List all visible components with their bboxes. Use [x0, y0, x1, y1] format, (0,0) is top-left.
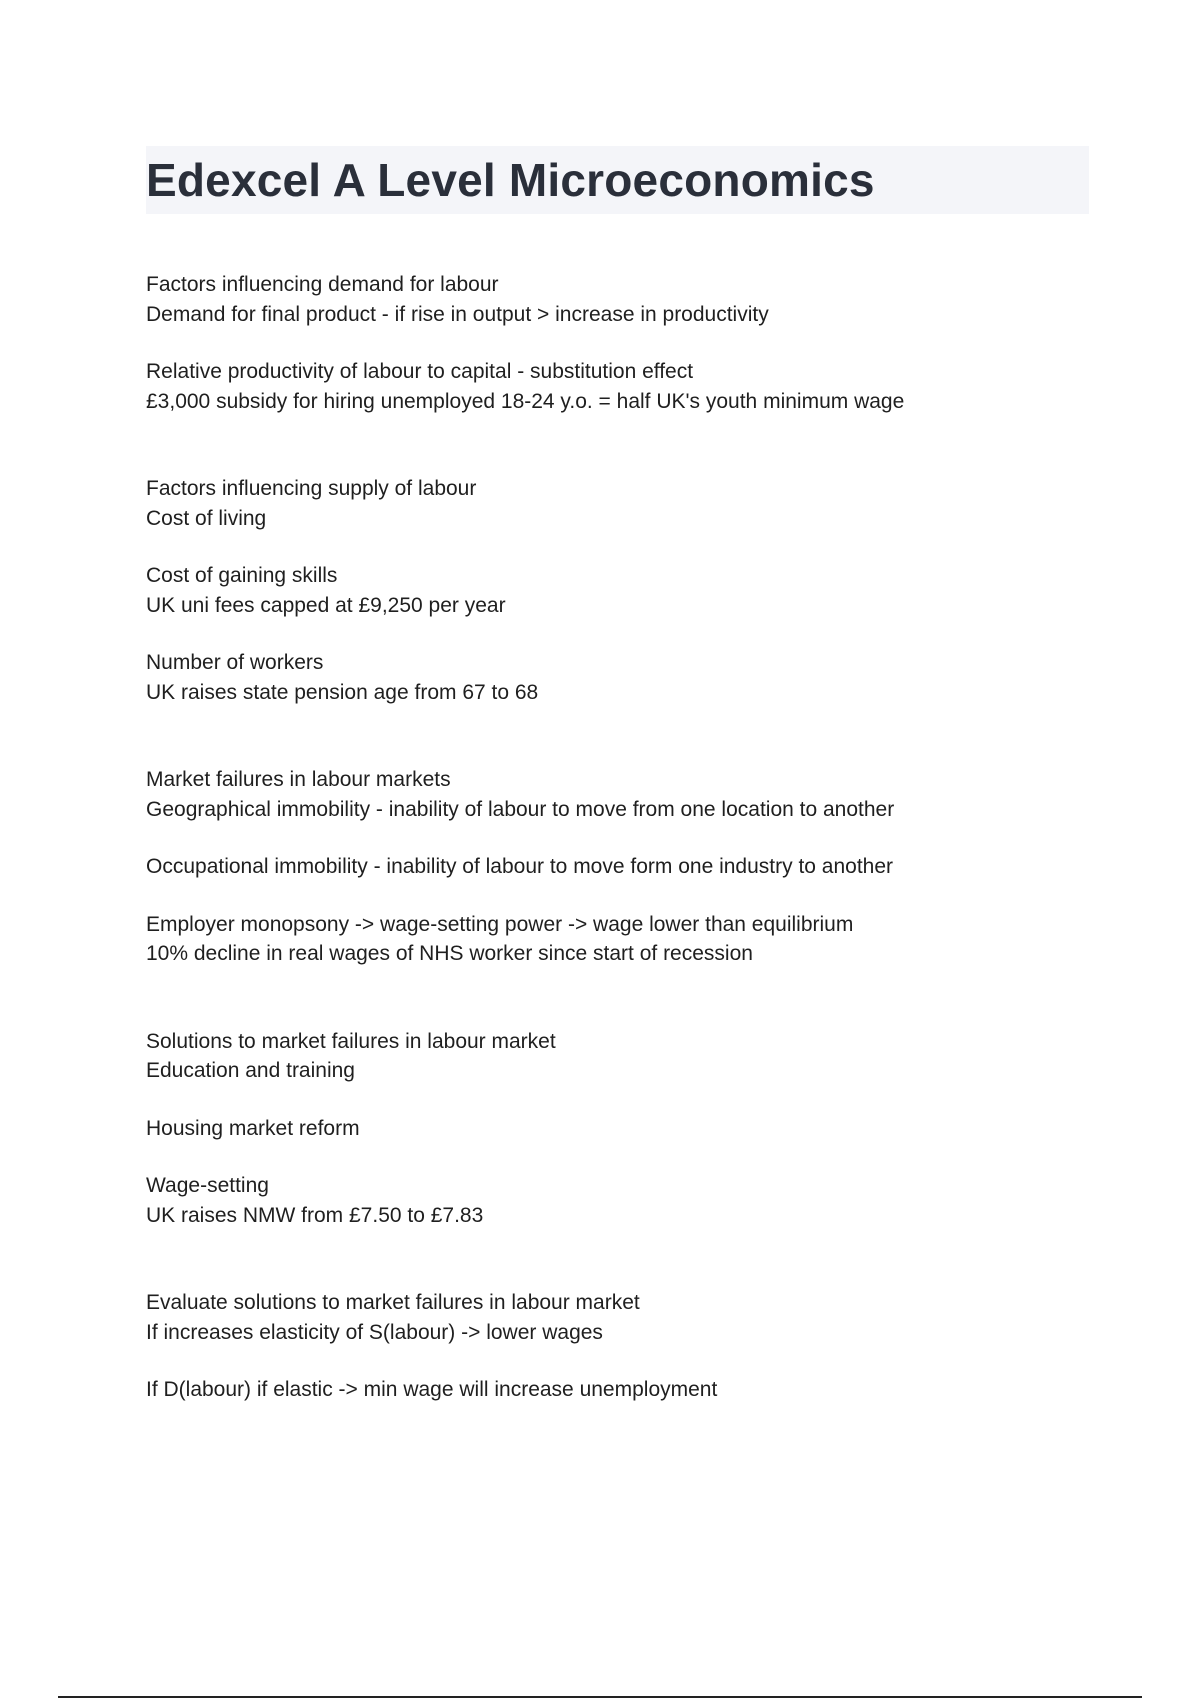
section-heading: Solutions to market failures in labour market [146, 1029, 556, 1053]
note-line: Number of workers [146, 651, 324, 674]
note-line: Demand for final product - if rise in output > increase in productivity [146, 302, 769, 326]
section-evaluate-solutions [146, 1288, 1106, 1405]
note-line: UK raises NMW from £7.50 to £7.83 [146, 1203, 484, 1227]
document-body [146, 270, 1106, 1405]
note-line: 10% decline in real wages of NHS worker since start of recession [146, 942, 753, 965]
section-heading: Factors influencing demand for labour [146, 273, 499, 296]
note-line: Education and training [146, 1059, 355, 1082]
note-line: Relative productivity of labour to capital - substitution effect [146, 360, 694, 383]
section-group [146, 357, 1106, 416]
section-group [146, 1171, 1106, 1230]
section-heading: Evaluate solutions to market failures in labour market [146, 1291, 640, 1314]
note-line: £3,000 subsidy for hiring unemployed 18-24 y.o. = half UK's youth minimum wage [146, 389, 905, 413]
section-group [146, 852, 1106, 882]
title-banner [146, 146, 1089, 214]
note-line: Cost of living [146, 506, 267, 530]
section-group [146, 561, 1106, 620]
section-supply-of-labour [146, 474, 1106, 707]
note-line: Housing market reform [146, 1116, 360, 1140]
section-group [146, 910, 1106, 969]
note-line: If D(labour) if elastic -> min wage will increase unemployment [146, 1378, 718, 1401]
section-group [146, 765, 1106, 824]
note-line: UK raises state pension age from 67 to 68 [146, 680, 539, 704]
section-group [146, 648, 1106, 707]
section-heading: Market failures in labour markets [146, 768, 451, 791]
section-group [146, 270, 1106, 329]
section-solutions [146, 1027, 1106, 1231]
section-group [146, 1375, 1106, 1405]
section-group [146, 474, 1106, 533]
note-line: UK uni fees capped at £9,250 per year [146, 593, 506, 617]
note-line: Cost of gaining skills [146, 564, 338, 587]
note-line: Occupational immobility - inability of labour to move form one industry to another [146, 855, 894, 878]
note-line: Geographical immobility - inability of labour to move from one location to another [146, 797, 895, 821]
document-title: Edexcel A Level Microeconomics [146, 154, 875, 206]
section-market-failures [146, 765, 1106, 969]
bottom-divider [58, 1696, 1142, 1698]
section-demand-for-labour [146, 270, 1106, 416]
section-group [146, 1114, 1106, 1144]
section-group [146, 1288, 1106, 1347]
section-group [146, 1027, 1106, 1086]
note-line: If increases elasticity of S(labour) -> lower wages [146, 1320, 603, 1344]
note-line: Employer monopsony -> wage-setting power -> wage lower than equilibrium [146, 912, 854, 936]
section-heading: Factors influencing supply of labour [146, 477, 477, 500]
note-line: Wage-setting [146, 1174, 269, 1197]
